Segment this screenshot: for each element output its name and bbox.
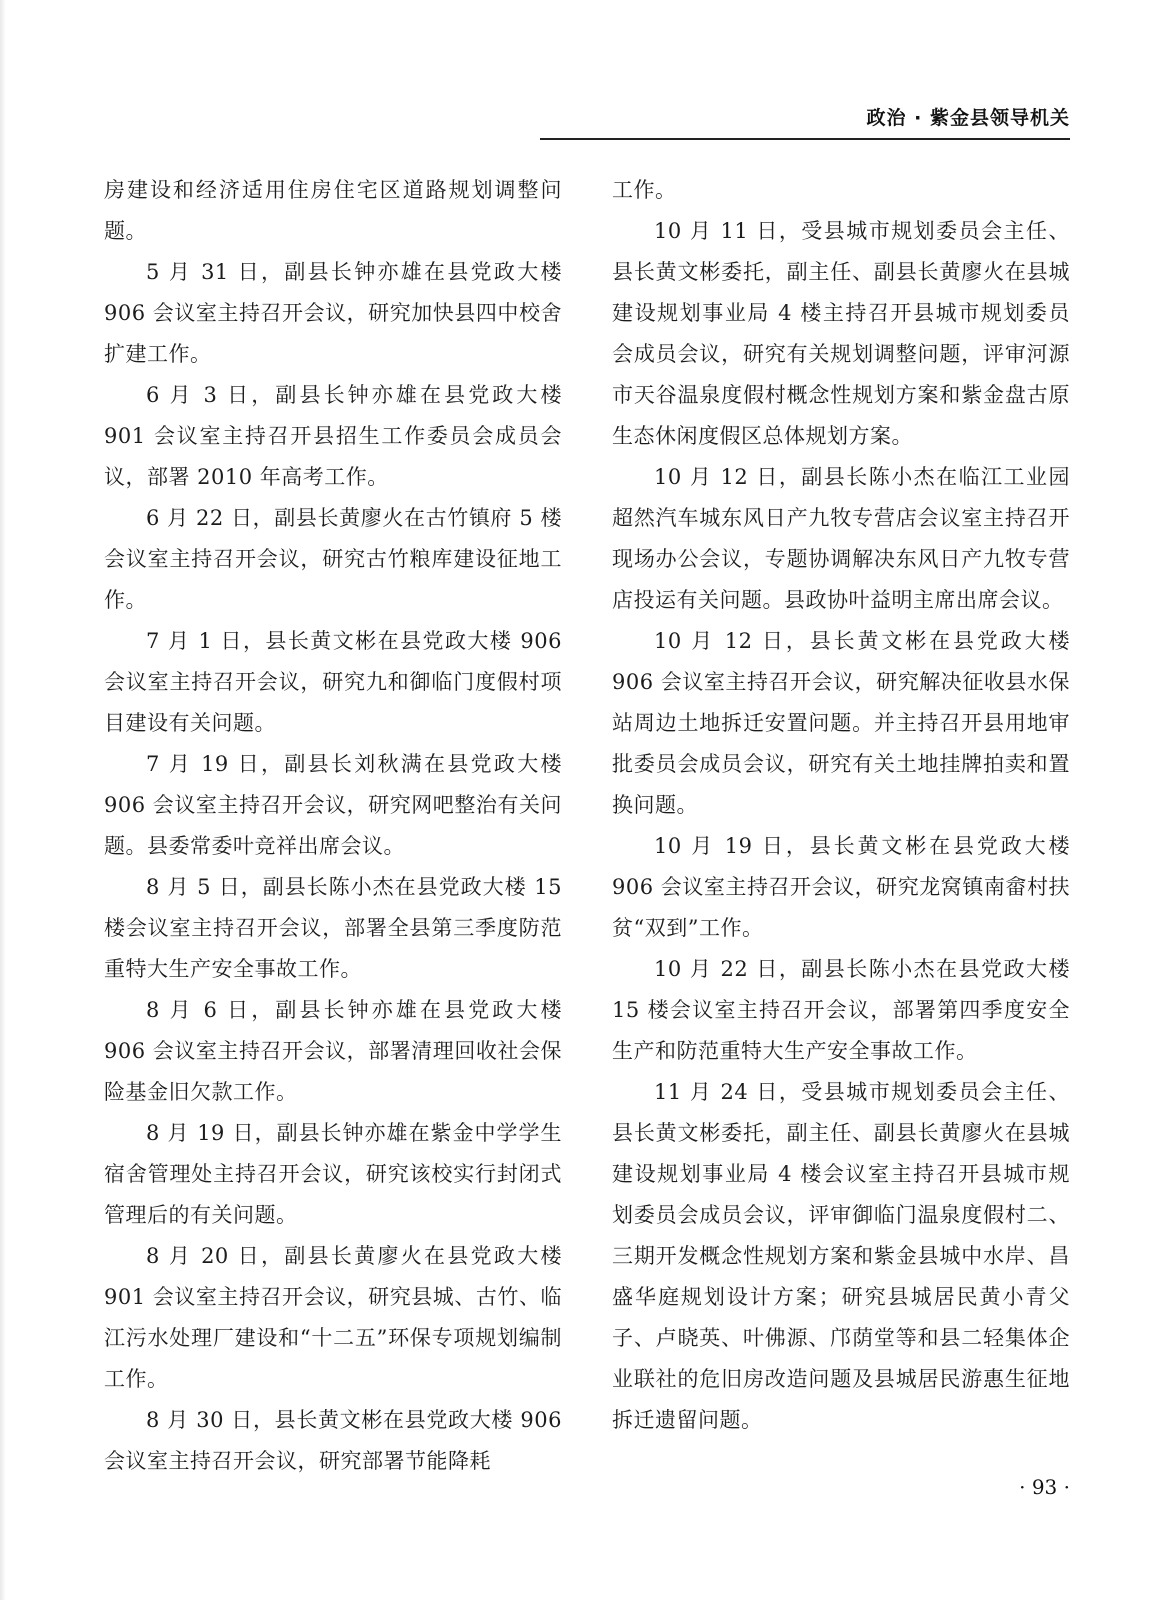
paragraph: 11 月 24 日，受县城市规划委员会主任、县长黄文彬委托，副主任、副县长黄廖火在县城建设规划事业局 4 楼会议室主持召开县城市规划委员会成员会议，评审御临门温泉度假村二、三期开发概念性规划方案和紫金县城中水岸、昌盛华庭规划设计方案；研究县城居民黄小青父子、卢晓英、叶佛源、邝荫堂等和县二轻集体企业联社的危旧房改造问题及县城居民游惠生征地拆迁遗留问题。	[612, 1080, 1070, 1432]
paragraph: 7 月 1 日，县长黄文彬在县党政大楼 906 会议室主持召开会议，研究九和御临门度假村项目建设有关问题。	[104, 629, 562, 735]
paragraph: 8 月 19 日，副县长钟亦雄在紫金中学学生宿舍管理处主持召开会议，研究该校实行封闭式管理后的有关问题。	[104, 1121, 562, 1227]
header-rule	[540, 138, 1070, 140]
left-column	[104, 170, 562, 1482]
paragraph: 房建设和经济适用住房住宅区道路规划调整问题。	[104, 178, 562, 243]
paragraph: 10 月 12 日，县长黄文彬在县党政大楼 906 会议室主持召开会议，研究解决征收县水保站周边土地拆迁安置问题。并主持召开县用地审批委员会成员会议，研究有关土地挂牌拍卖和置换问题。	[612, 629, 1070, 817]
paragraph: 10 月 19 日，县长黄文彬在县党政大楼 906 会议室主持召开会议，研究龙窝镇南畲村扶贫“双到”工作。	[612, 834, 1070, 940]
paragraph: 8 月 30 日，县长黄文彬在县党政大楼 906 会议室主持召开会议，研究部署节能降耗	[104, 1408, 562, 1473]
paragraph: 8 月 20 日，副县长黄廖火在县党政大楼 901 会议室主持召开会议，研究县城、古竹、临江污水处理厂建设和“十二五”环保专项规划编制工作。	[104, 1244, 562, 1391]
scan-edge-shadow	[0, 0, 6, 1600]
paragraph: 工作。	[612, 178, 677, 202]
paragraph: 10 月 12 日，副县长陈小杰在临江工业园超然汽车城东风日产九牧专营店会议室主持召开现场办公会议，专题协调解决东风日产九牧专营店投运有关问题。县政协叶益明主席出席会议。	[612, 465, 1070, 612]
paragraph: 8 月 6 日，副县长钟亦雄在县党政大楼 906 会议室主持召开会议，部署清理回收社会保险基金旧欠款工作。	[104, 998, 562, 1104]
paragraph: 5 月 31 日，副县长钟亦雄在县党政大楼 906 会议室主持召开会议，研究加快县四中校舍扩建工作。	[104, 260, 562, 366]
paragraph: 6 月 22 日，副县长黄廖火在古竹镇府 5 楼会议室主持召开会议，研究古竹粮库建设征地工作。	[104, 506, 562, 612]
right-column	[612, 170, 1070, 1441]
paragraph: 7 月 19 日，副县长刘秋满在县党政大楼 906 会议室主持召开会议，研究网吧整治有关问题。县委常委叶竞祥出席会议。	[104, 752, 562, 858]
page-number: · 93 ·	[1019, 1475, 1070, 1499]
paragraph: 8 月 5 日，副县长陈小杰在县党政大楼 15 楼会议室主持召开会议，部署全县第三季度防范重特大生产安全事故工作。	[104, 875, 562, 981]
paragraph: 10 月 22 日，副县长陈小杰在县党政大楼 15 楼会议室主持召开会议，部署第四季度安全生产和防范重特大生产安全事故工作。	[612, 957, 1070, 1063]
paragraph: 10 月 11 日，受县城市规划委员会主任、县长黄文彬委托，副主任、副县长黄廖火在县城建设规划事业局 4 楼主持召开县城市规划委员会成员会议，研究有关规划调整问题，评审河源市天谷温泉度假村概念性规划方案和紫金盘古原生态休闲度假区总体规划方案。	[612, 219, 1070, 448]
running-header: 政治 · 紫金县领导机关	[866, 107, 1070, 129]
paragraph: 6 月 3 日，副县长钟亦雄在县党政大楼 901 会议室主持召开县招生工作委员会成员会议，部署 2010 年高考工作。	[104, 383, 562, 489]
